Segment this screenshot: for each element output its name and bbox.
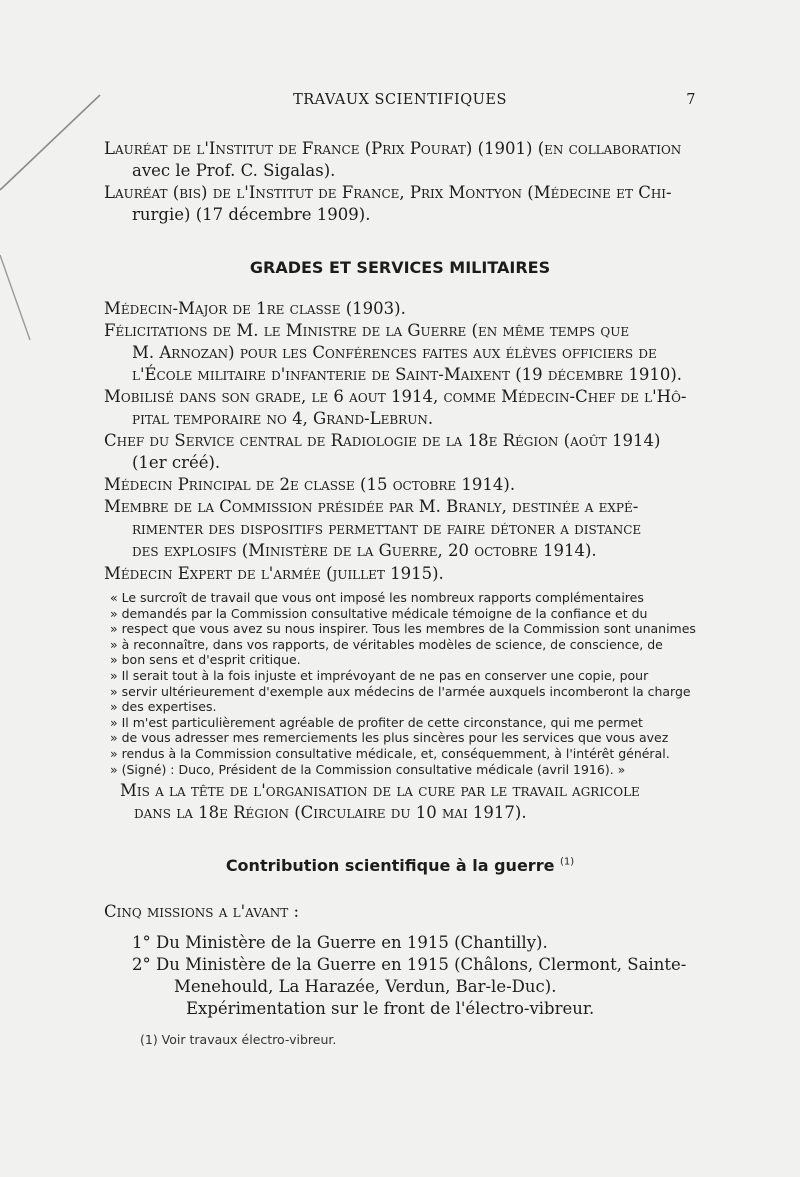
missions-intro: Cinq missions a l'avant : <box>104 902 300 921</box>
section-heading: GRADES ET SERVICES MILITAIRES <box>249 258 551 277</box>
quote-line: » des expertises. <box>110 699 217 714</box>
distinction-line: Lauréat (bis) de l'Institut de France, Prix Montyon (Médecine et Chi- <box>104 183 672 202</box>
service-line: rimenter des dispositifs permettant de faire détoner a distance <box>132 519 642 538</box>
quote-line: » bon sens et d'esprit critique. <box>110 652 301 667</box>
service-line: des explosifs (Ministère de la Guerre, 20 octobre 1914). <box>132 541 597 560</box>
service-line: Médecin-Major de 1re classe (1903). <box>104 299 406 318</box>
closing-line: dans la 18e Région (Circulaire du 10 mai 1917). <box>134 803 527 822</box>
section-heading-text: Contribution scientifique à la guerre <box>225 856 555 875</box>
section-heading <box>104 856 696 875</box>
mission-line: Expérimentation sur le front de l'électro-vibreur. <box>186 999 595 1018</box>
quote-line: » respect que vous avez su nous inspirer. Tous les membres de la Commission sont unanimes <box>110 621 696 636</box>
service-line: Médecin Expert de l'armée (juillet 1915). <box>104 564 444 583</box>
service-line: Félicitations de M. le Ministre de la Guerre (en même temps que <box>104 321 630 340</box>
distinction-line: rurgie) (17 décembre 1909). <box>132 205 371 224</box>
service-line: M. Arnozan) pour les Conférences faites aux élèves officiers de <box>132 343 657 362</box>
quote-line: » Il serait tout à la fois injuste et imprévoyant de ne pas en conserver une copie, pour <box>110 668 649 683</box>
service-line: l'École militaire d'infanterie de Saint-Maixent (19 décembre 1910). <box>132 365 683 384</box>
quote-line: » de vous adresser mes remerciements les plus sincères pour les services que vous avez <box>110 730 669 745</box>
closing-line: Mis a la tête de l'organisation de la cure par le travail agricole <box>120 781 640 800</box>
service-line: (1er créé). <box>132 453 221 472</box>
mission-line: 2° Du Ministère de la Guerre en 1915 (Châlons, Clermont, Sainte- <box>132 955 687 974</box>
mission-line: Menehould, La Harazée, Verdun, Bar-le-Duc). <box>174 977 557 996</box>
quote-line: » demandés par la Commission consultative médicale témoigne de la confiance et du <box>110 606 648 621</box>
quote-line: » Il m'est particulièrement agréable de profiter de cette circonstance, qui me permet <box>110 715 643 730</box>
quote-line: » (Signé) : Duco, Président de la Commission consultative médicale (avril 1916). » <box>110 762 626 777</box>
distinction-line: Lauréat de l'Institut de France (Prix Pourat) (1901) (en collaboration <box>104 139 682 158</box>
distinction-line: avec le Prof. C. Sigalas). <box>132 161 336 180</box>
service-line: Chef du Service central de Radiologie de la 18e Région (août 1914) <box>104 431 661 450</box>
page-number: 7 <box>686 92 696 108</box>
service-line: Médecin Principal de 2e classe (15 octobre 1914). <box>104 475 516 494</box>
footnote: (1) Voir travaux électro-vibreur. <box>140 1032 337 1047</box>
footnote-ref: (1) <box>560 856 575 868</box>
header-title: TRAVAUX SCIENTIFIQUES <box>293 92 507 108</box>
mission-line: 1° Du Ministère de la Guerre en 1915 (Chantilly). <box>132 933 548 952</box>
running-header <box>104 92 696 112</box>
quote-line: « Le surcroît de travail que vous ont imposé les nombreux rapports complémentaires <box>110 590 644 605</box>
quote-line: » à reconnaître, dans vos rapports, de véritables modèles de science, de conscience, de <box>110 637 663 652</box>
service-line: pital temporaire no 4, Grand-Lebrun. <box>132 409 434 428</box>
service-line: Mobilisé dans son grade, le 6 aout 1914, comme Médecin-Chef de l'Hô- <box>104 387 687 406</box>
quote-line: » rendus à la Commission consultative médicale, et, conséquemment, à l'intérêt général. <box>110 746 670 761</box>
paper-crease-mark <box>0 0 120 360</box>
service-line: Membre de la Commission présidée par M. Branly, destinée a expé- <box>104 497 639 516</box>
quote-line: » servir ultérieurement d'exemple aux médecins de l'armée auxquels incomberont la charge <box>110 684 691 699</box>
